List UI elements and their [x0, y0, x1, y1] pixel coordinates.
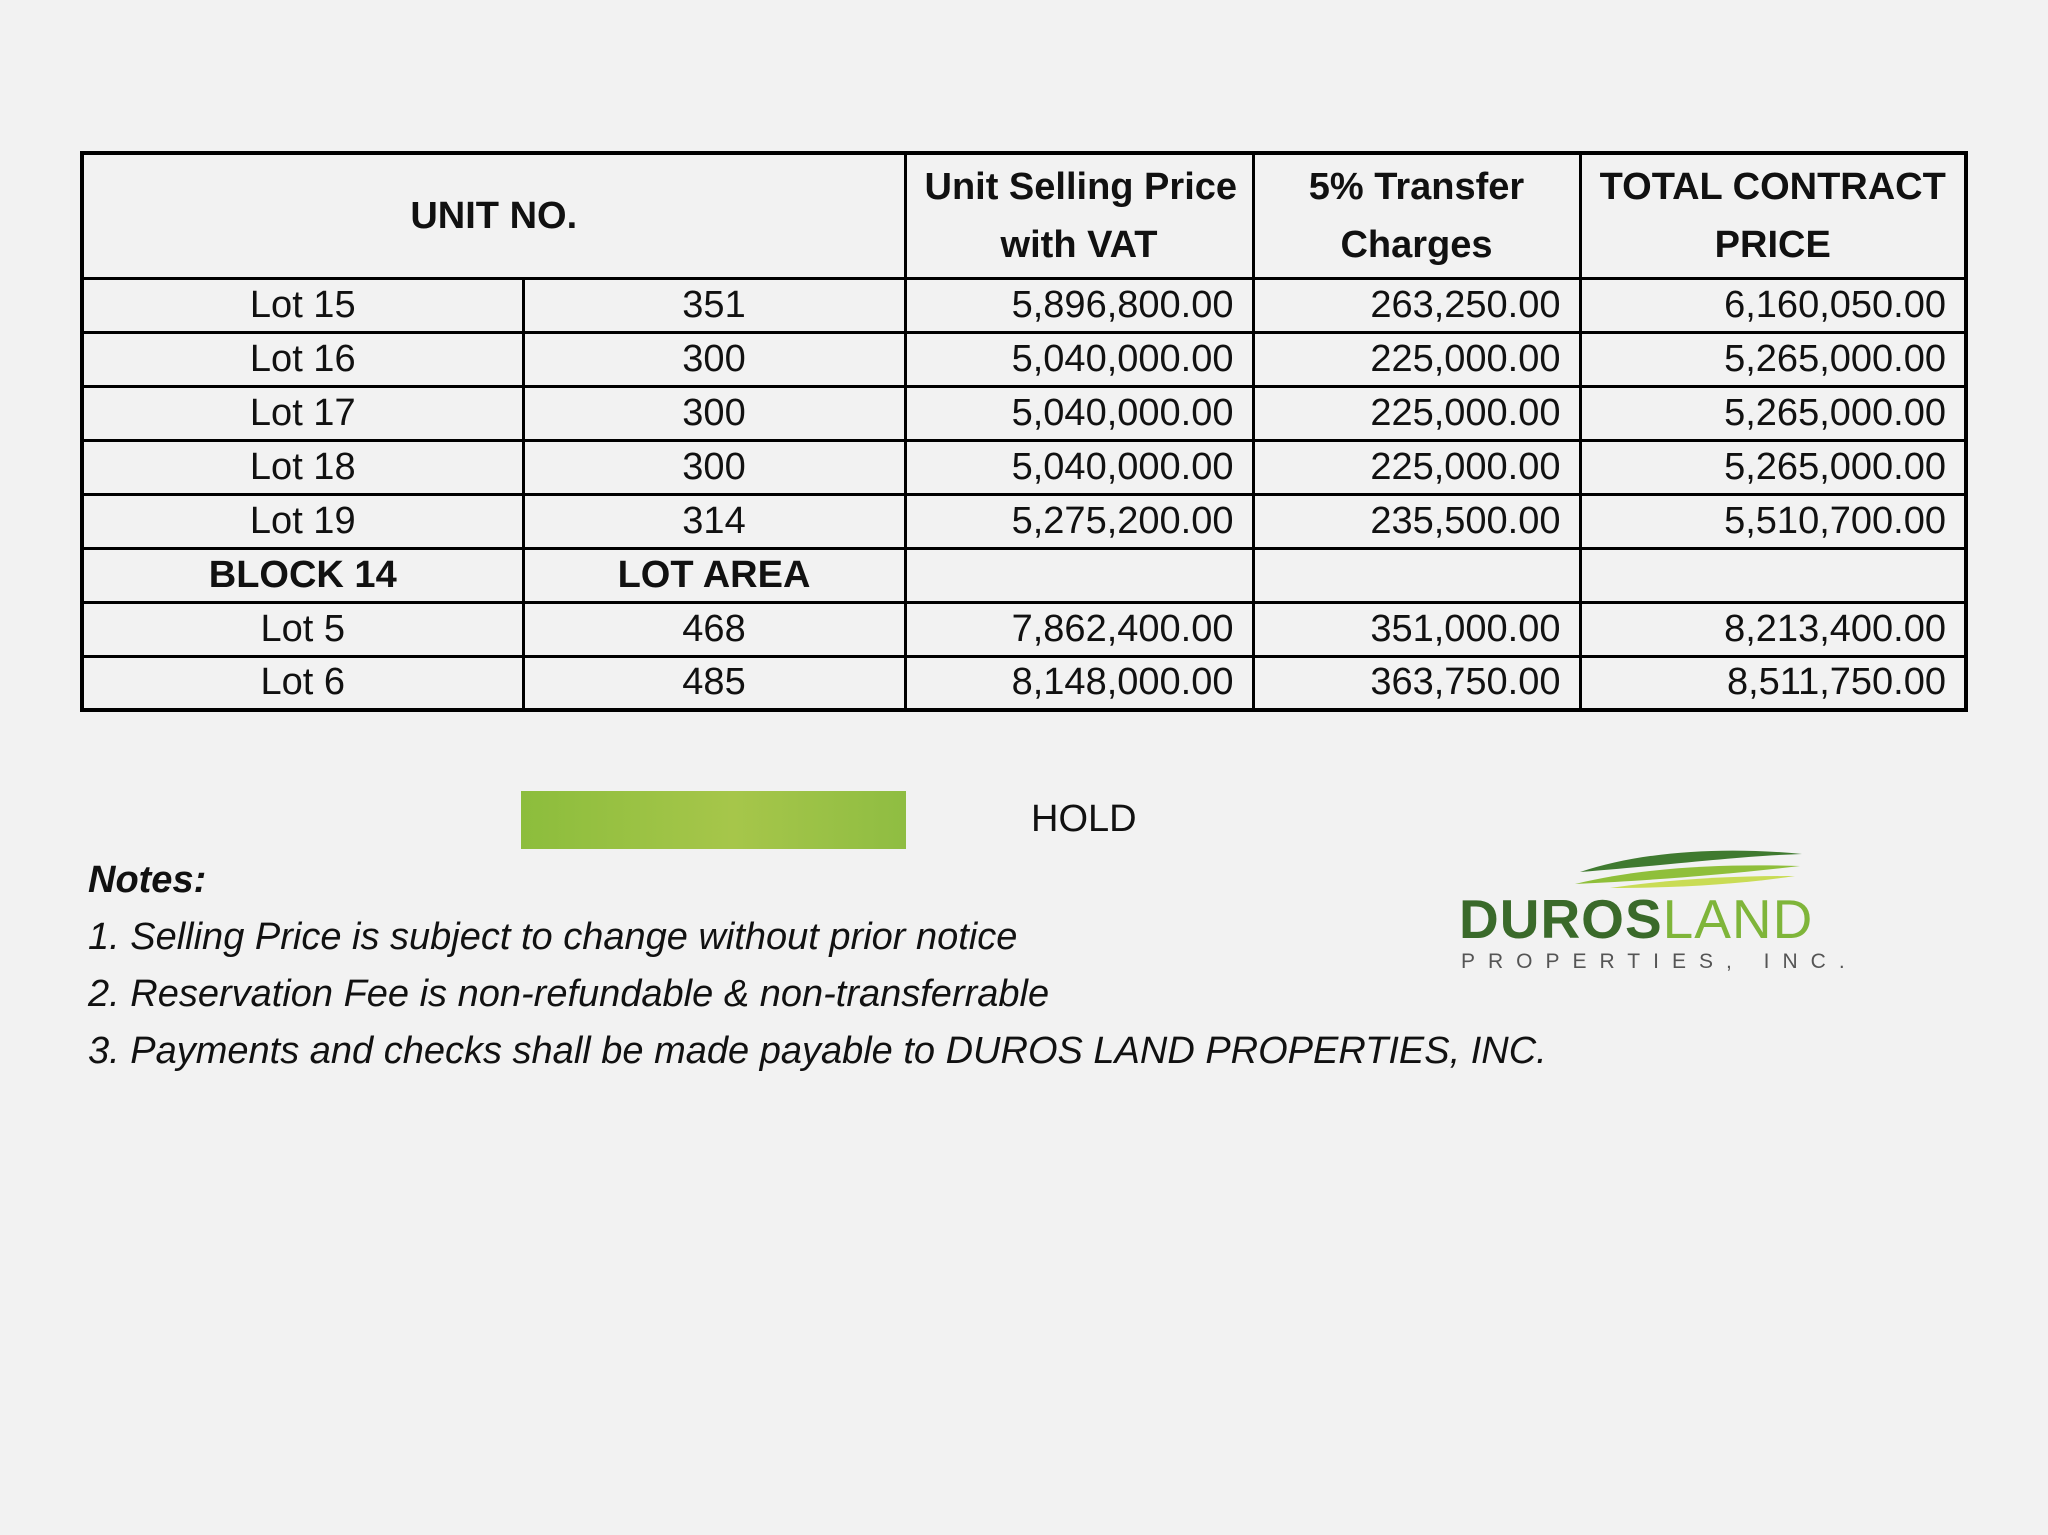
price-table — [80, 151, 1968, 712]
lot-cell: Lot 17 — [82, 386, 523, 440]
selling-price-cell: 7,862,400.00 — [905, 602, 1253, 656]
total-price-cell: 5,265,000.00 — [1580, 440, 1966, 494]
block-header-row — [82, 548, 1966, 602]
transfer-charge-cell: 351,000.00 — [1253, 602, 1580, 656]
notes-section — [88, 852, 1547, 1080]
total-price-cell: 8,213,400.00 — [1580, 602, 1966, 656]
transfer-charge-cell: 225,000.00 — [1253, 440, 1580, 494]
table-row — [82, 656, 1966, 710]
notes-title: Notes: — [88, 859, 207, 901]
transfer-charge-cell: 225,000.00 — [1253, 386, 1580, 440]
empty-cell — [905, 548, 1253, 602]
logo-word-light: LAND — [1662, 888, 1814, 950]
total-price-cell: 5,510,700.00 — [1580, 494, 1966, 548]
transfer-charge-cell: 225,000.00 — [1253, 332, 1580, 386]
lot-cell: Lot 5 — [82, 602, 523, 656]
header-total-contract-price — [1580, 153, 1966, 278]
logo-word-bold: DUROS — [1459, 888, 1663, 950]
header-total-line2: PRICE — [1714, 223, 1831, 266]
lot-cell: Lot 15 — [82, 278, 523, 332]
duros-land-logo — [1455, 840, 1865, 980]
hold-legend-swatch — [521, 791, 906, 849]
lot-area-cell: 485 — [523, 656, 905, 710]
header-transfer-line1: 5% Transfer — [1308, 165, 1525, 208]
lot-area-cell: 314 — [523, 494, 905, 548]
selling-price-cell: 8,148,000.00 — [905, 656, 1253, 710]
selling-price-cell: 5,040,000.00 — [905, 440, 1253, 494]
table-row — [82, 494, 1966, 548]
table-row — [82, 332, 1966, 386]
header-unit-no: UNIT NO. — [82, 153, 905, 278]
total-price-cell: 5,265,000.00 — [1580, 386, 1966, 440]
selling-price-cell: 5,896,800.00 — [905, 278, 1253, 332]
table-row — [82, 602, 1966, 656]
lot-cell: Lot 6 — [82, 656, 523, 710]
lot-area-label: LOT AREA — [523, 548, 905, 602]
empty-cell — [1253, 548, 1580, 602]
lot-area-cell: 300 — [523, 332, 905, 386]
selling-price-cell: 5,275,200.00 — [905, 494, 1253, 548]
empty-cell — [1580, 548, 1966, 602]
selling-price-cell: 5,040,000.00 — [905, 386, 1253, 440]
header-selling-price-line1: Unit Selling Price — [924, 165, 1238, 208]
block-label: BLOCK 14 — [82, 548, 523, 602]
logo-subtitle: PROPERTIES, INC. — [1461, 950, 1858, 973]
lot-area-cell: 300 — [523, 386, 905, 440]
total-price-cell: 5,265,000.00 — [1580, 332, 1966, 386]
note-item: 3. Payments and checks shall be made payable to DUROS LAND PROPERTIES, INC. — [88, 1030, 1547, 1072]
logo-swoosh-icon — [1570, 840, 1810, 890]
transfer-charge-cell: 363,750.00 — [1253, 656, 1580, 710]
lot-cell: Lot 18 — [82, 440, 523, 494]
hold-legend-label: HOLD — [1031, 798, 1137, 840]
total-price-cell: 6,160,050.00 — [1580, 278, 1966, 332]
header-transfer-charges — [1253, 153, 1580, 278]
note-item: 1. Selling Price is subject to change without prior notice — [88, 916, 1018, 958]
transfer-charge-cell: 235,500.00 — [1253, 494, 1580, 548]
logo-wordmark — [1459, 888, 1814, 950]
total-price-cell: 8,511,750.00 — [1580, 656, 1966, 710]
lot-area-cell: 300 — [523, 440, 905, 494]
table-row — [82, 278, 1966, 332]
table-row — [82, 386, 1966, 440]
header-selling-price-line2: with VAT — [1000, 223, 1158, 266]
table-row — [82, 440, 1966, 494]
lot-cell: Lot 19 — [82, 494, 523, 548]
lot-area-cell: 468 — [523, 602, 905, 656]
header-transfer-line2: Charges — [1340, 223, 1493, 266]
lot-cell: Lot 16 — [82, 332, 523, 386]
note-item: 2. Reservation Fee is non-refundable & non-transferrable — [88, 973, 1050, 1015]
header-total-line1: TOTAL CONTRACT — [1599, 165, 1946, 208]
lot-area-cell: 351 — [523, 278, 905, 332]
header-selling-price — [905, 153, 1253, 278]
table-header-row — [82, 153, 1966, 278]
selling-price-cell: 5,040,000.00 — [905, 332, 1253, 386]
transfer-charge-cell: 263,250.00 — [1253, 278, 1580, 332]
